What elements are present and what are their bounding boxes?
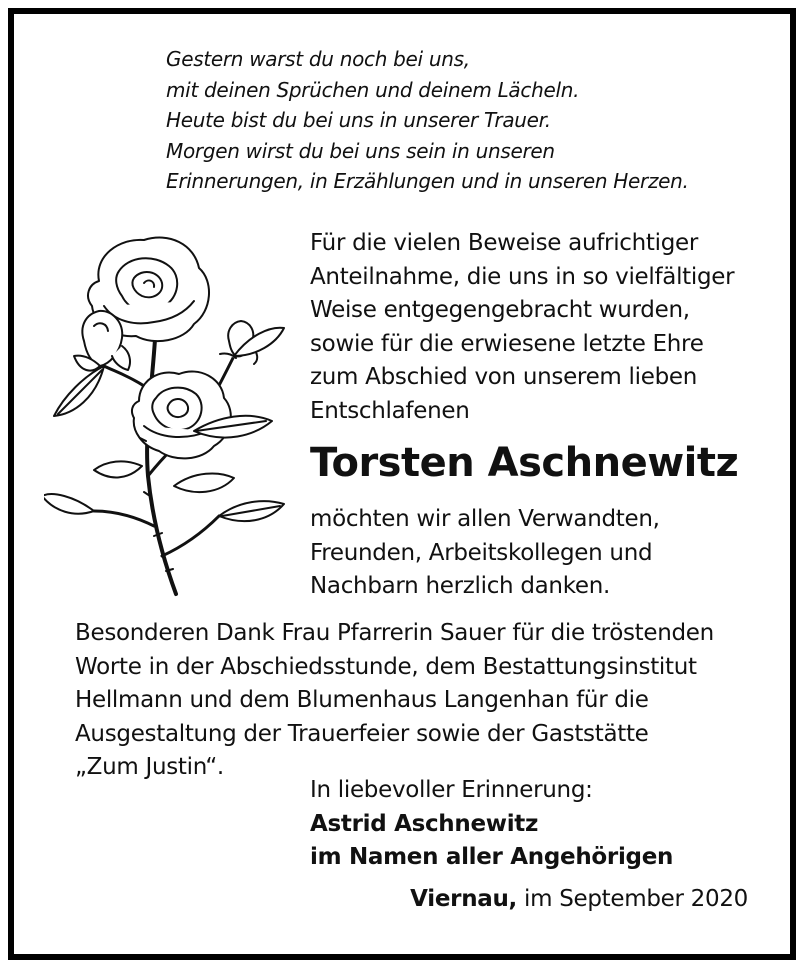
poem-line: Erinnerungen, in Erzählungen und in unseren Herzen. <box>166 169 689 193</box>
date: im September 2020 <box>524 886 748 912</box>
special-thanks-paragraph <box>75 617 714 785</box>
thanks-paragraph <box>310 503 660 604</box>
poem-line: mit deinen Sprüchen und deinem Lächeln. <box>166 77 580 102</box>
special-thanks-line: Hellmann und dem Blumenhaus Langenhan für die <box>75 687 649 713</box>
special-thanks-line: Worte in der Abschiedsstunde, dem Bestattungsinstitut <box>75 653 697 680</box>
intro-line: Anteilnahme, die uns in so vielfältiger <box>310 263 735 290</box>
signature-intro: In liebevoller Erinnerung: <box>310 777 593 803</box>
signature-note: im Namen aller Angehörigen <box>310 844 674 870</box>
poem-line: Gestern warst du noch bei uns, <box>166 47 470 71</box>
intro-line: zum Abschied von unserem lieben <box>310 364 697 390</box>
poem-line: Heute bist du bei uns in unserer Trauer. <box>166 108 551 132</box>
rose-illustration-icon <box>44 226 294 606</box>
poem <box>166 44 689 197</box>
intro-line: Entschlafenen <box>310 397 470 424</box>
place-date <box>410 886 748 912</box>
intro-line: Weise entgegengebracht wurden, <box>310 297 690 323</box>
poem-line: Morgen wirst du bei uns sein in unseren <box>166 138 555 163</box>
signature-block <box>310 774 673 875</box>
special-thanks-line: Besonderen Dank Frau Pfarrerin Sauer für die tröstenden <box>75 620 714 646</box>
intro-line: Für die vielen Beweise aufrichtiger <box>310 230 699 256</box>
special-thanks-line: Ausgestaltung der Trauerfeier sowie der Gaststätte <box>75 720 649 747</box>
special-thanks-line: „Zum Justin“. <box>75 754 224 780</box>
signature-name: Astrid Aschnewitz <box>310 810 539 837</box>
thanks-line: möchten wir allen Verwandten, <box>310 506 660 532</box>
deceased-name: Torsten Aschnewitz <box>310 440 739 486</box>
intro-line: sowie für die erwiesene letzte Ehre <box>310 330 704 357</box>
intro-paragraph <box>310 227 734 428</box>
thanks-line: Freunden, Arbeitskollegen und <box>310 539 653 566</box>
place: Viernau, <box>410 886 517 912</box>
thanks-line: Nachbarn herzlich danken. <box>310 573 611 599</box>
